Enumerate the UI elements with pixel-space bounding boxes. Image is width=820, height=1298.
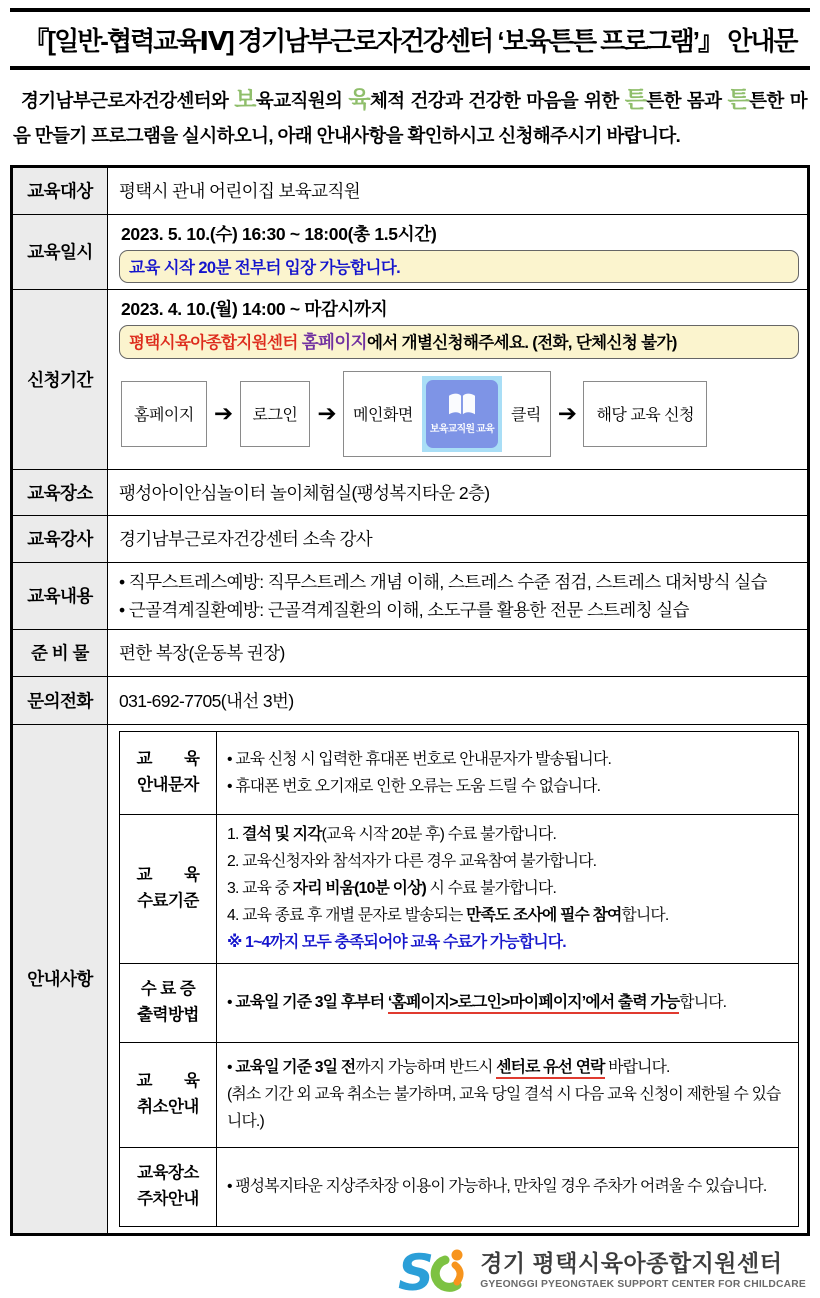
notice-sms-content — [217, 731, 799, 814]
row-supplies — [12, 629, 809, 676]
notice-line: • 교육 신청 시 입력한 휴대폰 번호로 안내문자가 발송됩니다. — [227, 750, 612, 768]
notice-row-sms — [120, 731, 799, 814]
notice-cancel-label: 교 육 취소안내 — [120, 1042, 217, 1147]
flow-mainscreen-label: 메인화면 — [353, 407, 413, 425]
notice-parking-label: 교육장소 주차안내 — [120, 1147, 217, 1226]
brand-name: 경기 평택시육아종합지원센터 — [480, 1250, 783, 1277]
svg-text:S: S — [398, 1243, 435, 1298]
notice-line: 3. 교육 중 자리 비움(10분 이상) 시 수료 불가합니다. — [227, 880, 557, 898]
info-table — [10, 165, 810, 1236]
cancel-contact-underlined: 센터로 유선 연락 — [496, 1059, 604, 1079]
row-signup-label: 신청기간 — [12, 289, 108, 469]
notice-page — [0, 8, 820, 1298]
row-datetime — [12, 214, 809, 289]
signup-note-center: 평택시육아종합지원센터 — [129, 333, 302, 352]
intro-highlight-bo: 보 — [234, 86, 256, 112]
intro-text: 육교직원의 — [255, 90, 349, 111]
notice-line: • 교육일 기준 3일 전까지 가능하며 반드시 센터로 유선 연락 바랍니다. — [227, 1054, 790, 1081]
row-target — [12, 166, 809, 214]
brand-english-name: GYEONGGI PYEONGTAEK SUPPORT CENTER FOR CHILDCARE — [480, 1278, 806, 1290]
footer-brand — [0, 1236, 820, 1298]
row-phone-value: 031-692-7705(내선 3번) — [108, 676, 809, 724]
notice-line: 2. 교육신청자와 참석자가 다른 경우 교육참여 불가합니다. — [227, 853, 597, 871]
signup-note-homepage: 홈페이지 — [301, 331, 367, 352]
notice-completion-content — [217, 814, 799, 963]
childcare-education-app-icon — [422, 376, 502, 452]
notice-parking-content: • 팽성복지타운 지상주차장 이용이 가능하나, 만차일 경우 주차가 어려울 수 있습니다. — [217, 1147, 799, 1226]
row-instructor — [12, 515, 809, 562]
intro-text: 경기남부근로자건강센터와 — [21, 90, 235, 111]
row-notices-value — [108, 724, 809, 1234]
flow-click-label: 클릭 — [510, 407, 541, 425]
notice-line: 4. 교육 종료 후 개별 문자로 발송되는 만족도 조사에 필수 참여합니다. — [227, 907, 669, 925]
arrow-icon: ➔ — [213, 400, 233, 427]
notice-line: • 휴대폰 번호 오기재로 인한 오류는 도움 드릴 수 없습니다. — [227, 777, 601, 795]
notice-requirement-line: ※ 1~4까지 모두 충족되어야 교육 수료가 가능합니다. — [227, 934, 566, 952]
row-signup-value — [108, 289, 809, 469]
flow-step-mainscreen — [343, 371, 551, 457]
brand-text — [480, 1251, 806, 1290]
signup-flow-diagram — [121, 371, 797, 457]
app-icon-label: 보육교직원 교육 — [429, 424, 494, 436]
row-place-value: 팽성아이안심놀이터 놀이체험실(팽성복지타운 2층) — [108, 469, 809, 515]
intro-text: 튼한 몸과 — [646, 90, 728, 111]
arrow-icon: ➔ — [317, 400, 337, 427]
content-bullet: • 근골격계질환예방: 근골격계질환의 이해, 소도구를 활용한 전문 스트레칭 실습 — [119, 599, 689, 620]
notice-line: (취소 기간 외 교육 취소는 불가하며, 교육 당일 결석 시 다음 교육 신청이 제한될 수 있습니다.) — [227, 1086, 781, 1131]
row-phone — [12, 676, 809, 724]
row-content-value — [108, 562, 809, 629]
content-bullet: • 직무스트레스예방: 직무스트레스 개념 이해, 스트레스 수준 점검, 스트레스 대처방식 실습 — [119, 571, 767, 592]
center-logo-icon — [398, 1244, 472, 1298]
intro-highlight-teun2: 튼 — [727, 86, 750, 112]
signup-note — [119, 325, 799, 359]
flow-step-homepage: 홈페이지 — [121, 381, 207, 447]
intro-highlight-teun1: 튼 — [624, 86, 647, 112]
flow-step-login: 로그인 — [240, 381, 311, 447]
row-signup — [12, 289, 809, 469]
notice-row-parking — [120, 1147, 799, 1226]
notice-line: 1. 결석 및 지각(교육 시작 20분 후) 수료 불가합니다. — [227, 825, 557, 843]
row-notices-label: 안내사항 — [12, 724, 108, 1234]
intro-text: 튼한 마음 만들기 프로그램을 실시하오니, 아래 안내사항을 확인하시고 신청해주시기 바랍니다. — [13, 90, 807, 146]
row-instructor-value: 경기남부근로자건강센터 소속 강사 — [108, 515, 809, 562]
row-phone-label: 문의전화 — [12, 676, 108, 724]
notice-completion-label: 교 육 수료기준 — [120, 814, 217, 963]
row-notices — [12, 724, 809, 1234]
notices-table — [119, 731, 799, 1227]
row-content — [12, 562, 809, 629]
notice-row-certificate — [120, 963, 799, 1042]
arrow-icon: ➔ — [557, 400, 577, 427]
intro-text: 체적 건강과 건강한 마음을 위한 — [369, 90, 625, 111]
notice-sms-label: 교 육 안내문자 — [120, 731, 217, 814]
row-content-label: 교육내용 — [12, 562, 108, 629]
row-target-label: 교육대상 — [12, 166, 108, 214]
signup-date: 2023. 4. 10.(월) 14:00 ~ 마감시까지 — [121, 298, 388, 319]
row-supplies-label: 준 비 물 — [12, 629, 108, 676]
row-place — [12, 469, 809, 515]
entry-note: 교육 시작 20분 전부터 입장 가능합니다. — [119, 250, 799, 283]
open-book-icon — [446, 392, 478, 418]
row-place-label: 교육장소 — [12, 469, 108, 515]
book-icon — [426, 380, 498, 448]
notice-row-cancel — [120, 1042, 799, 1147]
notice-certificate-label: 수 료 증 출력방법 — [120, 963, 217, 1042]
intro-highlight-yuk: 육 — [348, 86, 370, 112]
education-date: 2023. 5. 10.(수) 16:30 ~ 18:00(총 1.5시간) — [121, 223, 437, 244]
page-title: 『[일반-협력교육Ⅳ] 경기남부근로자건강센터 ‘보육튼튼 프로그램’』 안내문 — [23, 26, 797, 56]
row-supplies-value: 편한 복장(운동복 권장) — [108, 629, 809, 676]
row-target-value: 평택시 관내 어린이집 보육교직원 — [108, 166, 809, 214]
notice-row-completion — [120, 814, 799, 963]
row-datetime-value — [108, 214, 809, 289]
intro-paragraph — [0, 70, 820, 163]
notice-certificate-content: • 교육일 기준 3일 후부터 ‘홈페이지>로그인>마이페이지’에서 출력 가능합니다. — [217, 963, 799, 1042]
notice-cancel-content — [217, 1042, 799, 1147]
certificate-path-underlined: ‘홈페이지>로그인>마이페이지’에서 출력 가능 — [388, 994, 679, 1014]
row-datetime-label: 교육일시 — [12, 214, 108, 289]
flow-step-apply: 해당 교육 신청 — [583, 381, 707, 447]
row-instructor-label: 교육강사 — [12, 515, 108, 562]
signup-note-rest: 에서 개별신청해주세요. (전화, 단체신청 불가) — [366, 333, 677, 352]
